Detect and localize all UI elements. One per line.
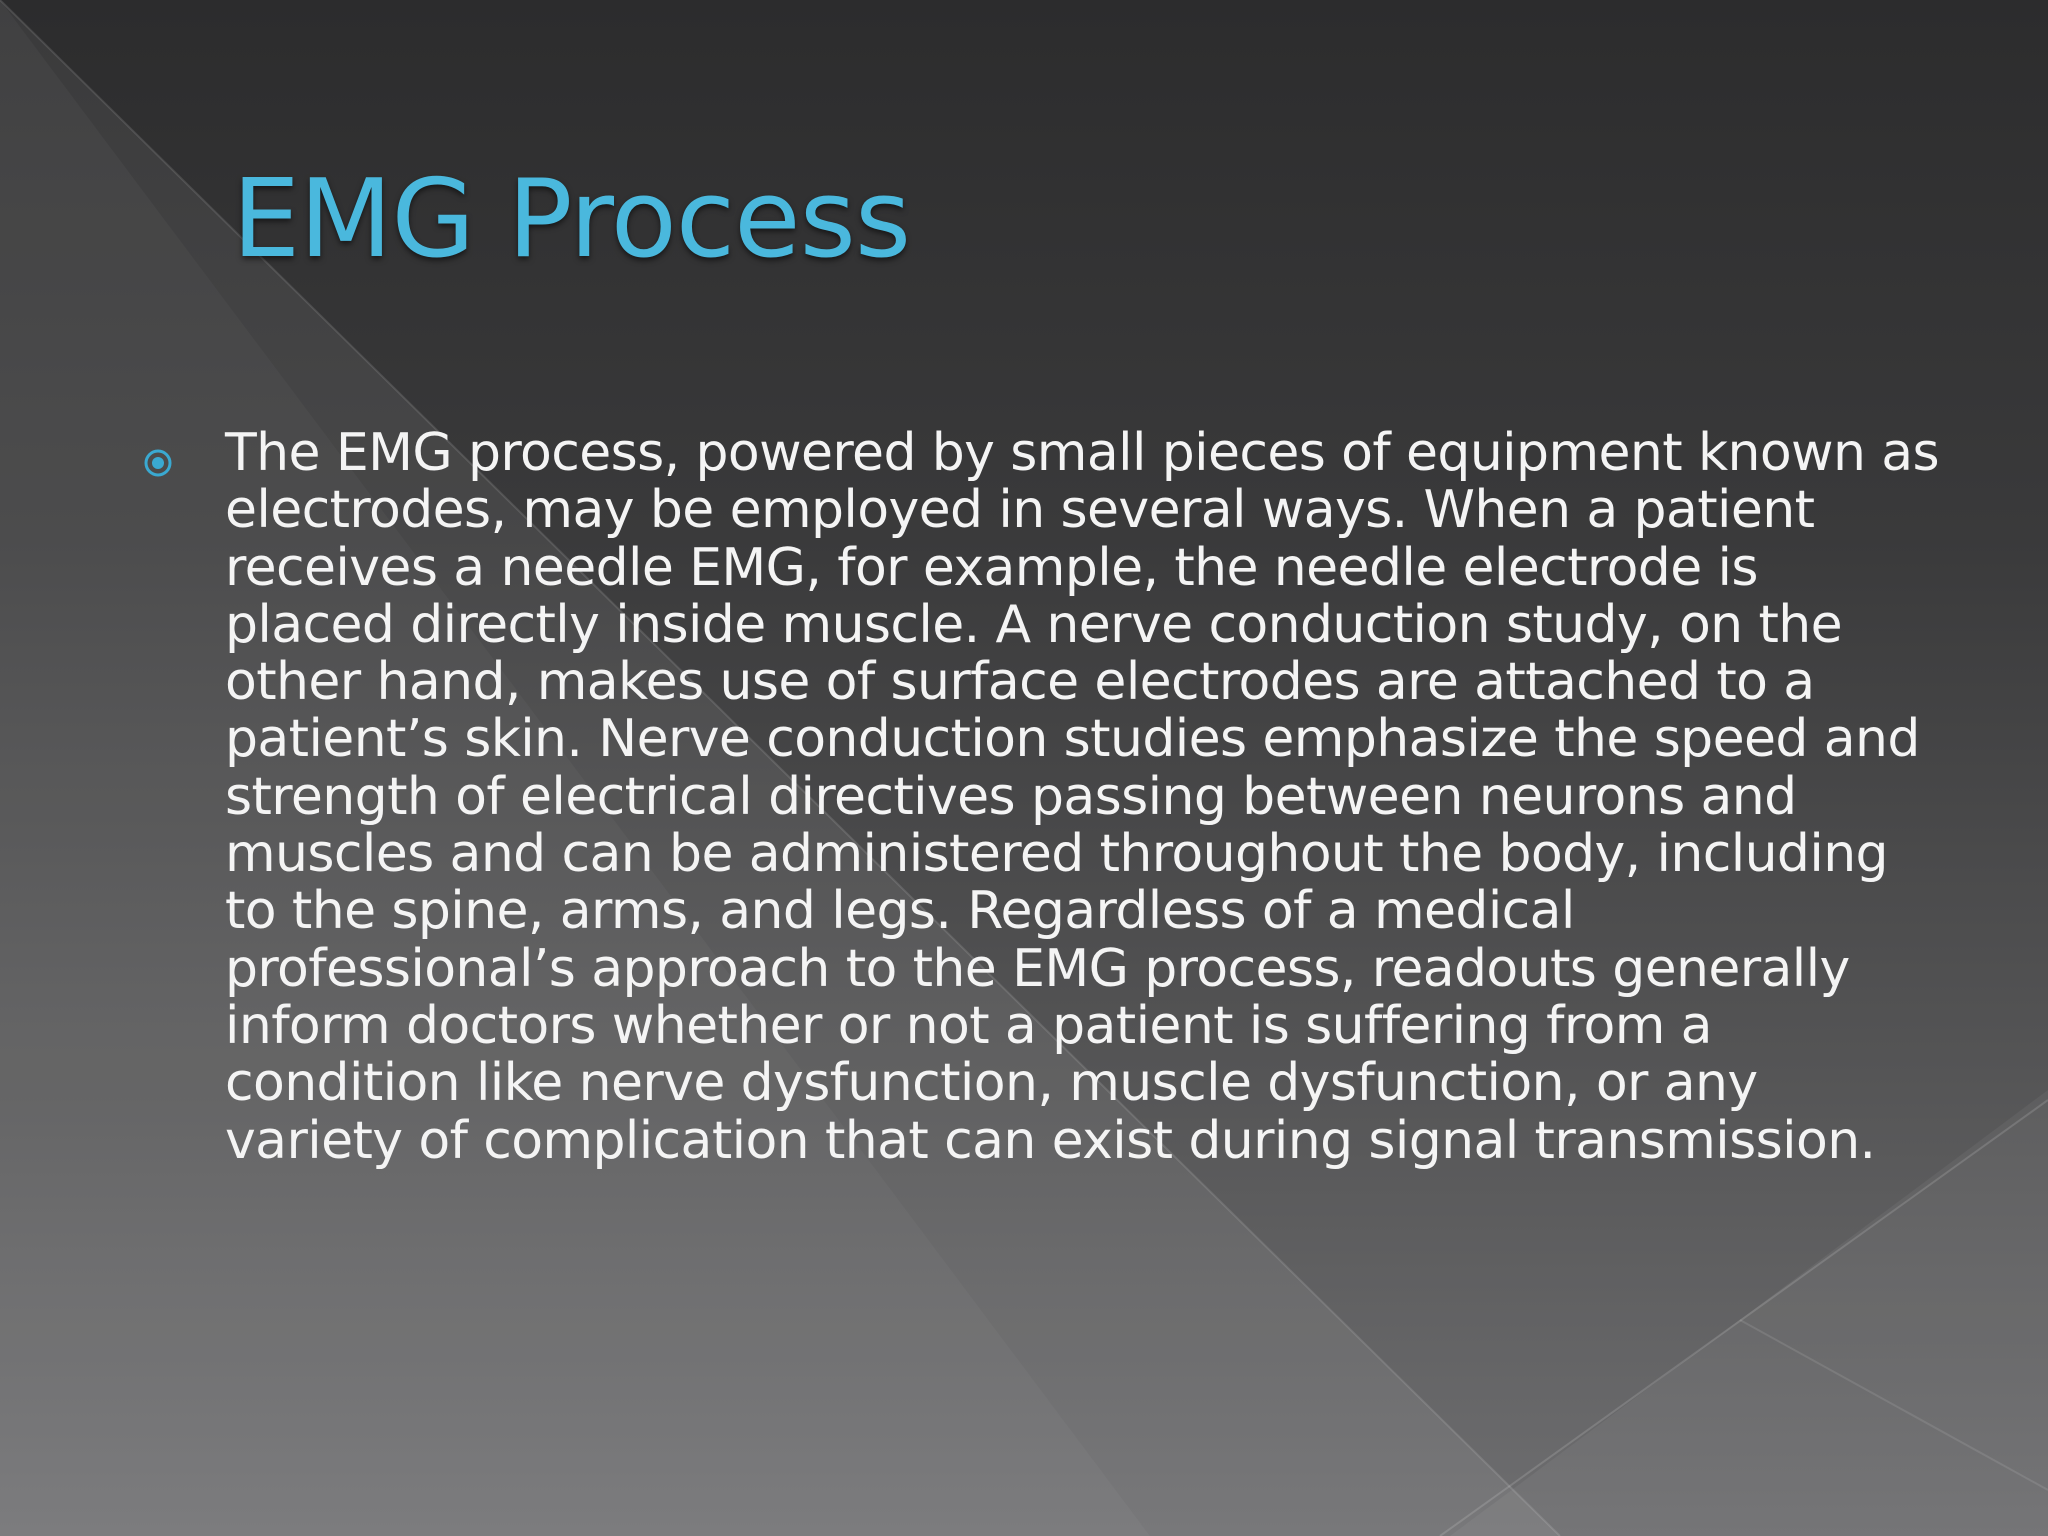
slide-title: EMG Process [232,157,911,282]
bullet-item [140,425,1940,1170]
circled-dot-bullet-icon [142,447,174,479]
bullet-list [140,425,1940,1170]
bullet-text: The EMG process, powered by small pieces of equipment known as electrodes, may be employed in several ways. When a patient receives a needle EMG, for example, the needle electrode is placed directly inside muscle. A nerve conduction study, on the other hand, makes use of surface electrodes are attached to a patient’s skin. Nerve conduction studies emphasize the speed and strength of electrical directives passing between neurons and muscles and can be administered throughout the body, including to the spine, arms, and legs. Regardless of a medical professional’s approach to the EMG process, readouts generally inform doctors whether or not a patient is suffering from a condition like nerve dysfunction, muscle dysfunction, or any variety of complication that can exist during signal transmission. [225,423,1940,1171]
